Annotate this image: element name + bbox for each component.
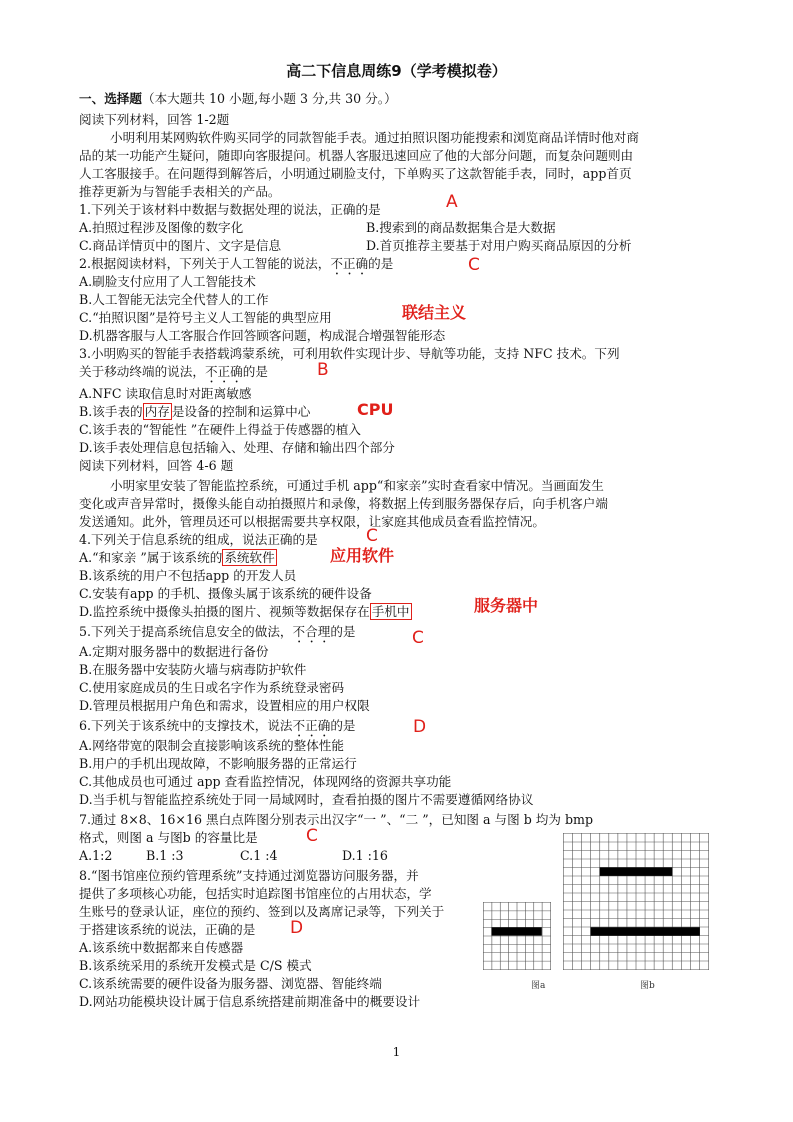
- emphasis-text: 不正确: [204, 364, 243, 379]
- question-3-option: A.NFC 读取信息时对距离敏感: [79, 386, 252, 401]
- question-8-stem: 生账号的登录认证，座位的预约、签到以及离席记录等，下列关于: [79, 904, 445, 919]
- handwritten-correction: 服务器中: [474, 596, 539, 615]
- material-2-line: 发送通知。此外，管理员还可以根据需要共享权限，让家庭其他成员查看监控情况。: [79, 514, 545, 529]
- page-number: 1: [392, 1045, 401, 1059]
- question-4-option: [79, 549, 277, 567]
- option-text: 是设备的控制和运算中心: [171, 404, 311, 419]
- question-3-option: D.该手表处理信息包括输入、处理、存储和输出四个部分: [79, 440, 395, 455]
- stem-text: 的是: [330, 624, 356, 639]
- question-4-option: B.该系统的用户不包括app 的开发人员: [79, 568, 297, 583]
- boxed-mistake: 手机中: [371, 604, 410, 619]
- question-5-option: A.定期对服务器中的数据进行备份: [79, 644, 269, 659]
- boxed-mistake: 内存: [144, 404, 170, 419]
- stem-text: 5.下列关于提高系统信息安全的做法，: [79, 624, 293, 639]
- question-7-stem: 7.通过 8×8、16×16 黑白点阵图分别表示出汉字“一 ”、“二 ”，已知图 a 与图 b 均为 bmp: [79, 812, 594, 827]
- material-2-line: 变化或声音异常时，摄像头能自动拍摄照片和录像，将数据上传到服务器保存后，向手机客户端: [79, 496, 608, 511]
- handwritten-answer: B: [317, 360, 329, 380]
- emphasis-text: 不正确: [292, 718, 331, 733]
- emphasis-text: 不正确: [330, 256, 369, 271]
- question-1-option: A.拍照过程涉及图像的数字化: [79, 220, 244, 235]
- figure-b-dot-matrix: [563, 833, 709, 970]
- question-8-stem: 提供了多项核心功能，包括实时追踪图书馆座位的占用状态，学: [79, 886, 432, 901]
- stem-text: 的是: [330, 718, 356, 733]
- material-2-line: 小明家里安装了智能监控系统，可通过手机 app“和家亲”实时查看家中情况。当画面发生: [110, 478, 604, 493]
- handwritten-answer: A: [446, 192, 458, 212]
- section-heading: [79, 90, 397, 108]
- material-1-line: 品的某一功能产生疑问，随即向客服提问。机器人客服迅速回应了他的大部分问题，而复杂问题则由: [79, 148, 634, 163]
- dot-matrix-stroke: [590, 927, 700, 936]
- question-5-option: C.使用家庭成员的生日或名字作为系统登录密码: [79, 680, 345, 695]
- stem-text: 6.下列关于该系统中的支撑技术，说法: [79, 718, 293, 733]
- question-2-option: A.刷脸支付应用了人工智能技术: [79, 274, 256, 289]
- question-1-option: C.商品详情页中的图片、文字是信息: [79, 238, 282, 253]
- stem-text: 的是: [368, 256, 394, 271]
- question-8-stem: 8.“图书馆座位预约管理系统”支持通过浏览器访问服务器，并: [79, 868, 419, 883]
- question-7-option: D.1 :16: [342, 848, 388, 863]
- question-6-option: C.其他成员也可通过 app 查看监控情况，体现网络的资源共享功能: [79, 774, 452, 789]
- question-3-option: C.该手表的“智能性 ”在硬件上得益于传感器的植入: [79, 422, 361, 437]
- question-3-stem: [79, 363, 268, 386]
- dot-matrix-stroke: [491, 927, 541, 935]
- question-8-stem: 于搭建该系统的说法，正确的是: [79, 922, 256, 937]
- question-8-option: D.网站功能模块设计属于信息系统搭建前期准备中的概要设计: [79, 994, 421, 1009]
- question-4-stem: 4.下列关于信息系统的组成，说法正确的是: [79, 532, 318, 547]
- option-text: B.该手表的: [79, 404, 143, 419]
- question-2-option: B.人工智能无法完全代替人的工作: [79, 292, 269, 307]
- section-note: （本大题共 10 小题,每小题 3 分,共 30 分。）: [141, 91, 397, 106]
- page-title: 高二下信息周练9（学考模拟卷）: [286, 62, 507, 80]
- question-2-option: C.“拍照识图”是符号主义人工智能的典型应用: [79, 310, 332, 325]
- question-3-option: [79, 403, 310, 421]
- question-1-option: D.首页推荐主要基于对用户购买商品原因的分析: [366, 238, 632, 253]
- handwritten-answer: C: [412, 628, 424, 648]
- section-label: 一、选择题: [79, 91, 142, 106]
- question-6-option: D.当手机与智能监控系统处于同一局域网时，查看拍摄的图片不需要遵循网络协议: [79, 792, 534, 807]
- question-2-option: D.机器客服与人工客服合作回答顾客问题，构成混合增强智能形态: [79, 328, 446, 343]
- boxed-mistake: 系统软件: [224, 550, 275, 565]
- reading-instruction-2: 阅读下列材料，回答 4-6 题: [79, 458, 234, 473]
- question-7-option: A.1:2: [79, 848, 113, 863]
- question-1-stem: 1.下列关于该材料中数据与数据处理的说法，正确的是: [79, 202, 381, 217]
- emphasis-text: 不合理: [292, 624, 331, 639]
- question-8-option: B.该系统采用的系统开发模式是 C/S 模式: [79, 958, 312, 973]
- option-text: D.监控系统中摄像头拍摄的图片、视频等数据保存在: [79, 604, 370, 619]
- question-4-option: C.安装有app 的手机、摄像头属于该系统的硬件设备: [79, 586, 372, 601]
- material-1-line: 小明利用某网购软件购买同学的同款智能手表。通过拍照识图功能搜索和浏览商品详情时他对商: [110, 130, 639, 145]
- option-text: A.“和家亲 ”属于该系统的: [79, 550, 223, 565]
- figure-b-caption: 图b: [640, 981, 655, 991]
- question-6-option: A.网络带宽的限制会直接影响该系统的整体性能: [79, 738, 344, 753]
- dot-matrix-stroke: [600, 867, 673, 876]
- question-8-option: C.该系统需要的硬件设备为服务器、浏览器、智能终端: [79, 976, 382, 991]
- handwritten-correction: 联结主义: [402, 303, 467, 322]
- handwritten-correction: CPU: [357, 400, 394, 419]
- question-1-option: B.搜索到的商品数据集合是大数据: [366, 220, 556, 235]
- handwritten-answer: C: [306, 826, 318, 846]
- stem-text: 2.根据阅读材料，下列关于人工智能的说法，: [79, 256, 331, 271]
- handwritten-answer: C: [468, 255, 480, 275]
- question-7-option: B.1 :3: [146, 848, 184, 863]
- question-6-option: B.用户的手机出现故障，不影响服务器的正常运行: [79, 756, 357, 771]
- stem-text: 关于移动终端的说法，: [79, 364, 205, 379]
- figure-a-dot-matrix: [483, 902, 551, 970]
- question-7-stem: 格式，则图 a 与图b 的容量比是: [79, 830, 258, 845]
- question-4-option: [79, 603, 412, 621]
- handwritten-answer: C: [366, 526, 378, 546]
- question-5-option: B.在服务器中安装防火墙与病毒防护软件: [79, 662, 307, 677]
- question-5-option: D.管理员根据用户角色和需求，设置相应的用户权限: [79, 698, 370, 713]
- figure-a-caption: 图a: [531, 981, 546, 991]
- question-7-option: C.1 :4: [240, 848, 278, 863]
- material-1-line: 人工客服接手。在问题得到解答后，小明通过刷脸支付，下单购买了这款智能手表，同时，app首页: [79, 166, 632, 181]
- handwritten-answer: D: [290, 918, 304, 938]
- material-1-line: 推荐更新为与智能手表相关的产品。: [79, 184, 281, 199]
- handwritten-correction: 应用软件: [330, 546, 395, 565]
- handwritten-answer: D: [413, 717, 427, 737]
- question-3-stem: 3.小明购买的智能手表搭载鸿蒙系统，可利用软件实现计步、导航等功能，支持 NFC 技术。下列: [79, 346, 620, 361]
- question-8-option: A.该系统中数据都来自传感器: [79, 940, 244, 955]
- stem-text: 的是: [242, 364, 268, 379]
- reading-instruction-1: 阅读下列材料，回答 1-2题: [79, 112, 230, 127]
